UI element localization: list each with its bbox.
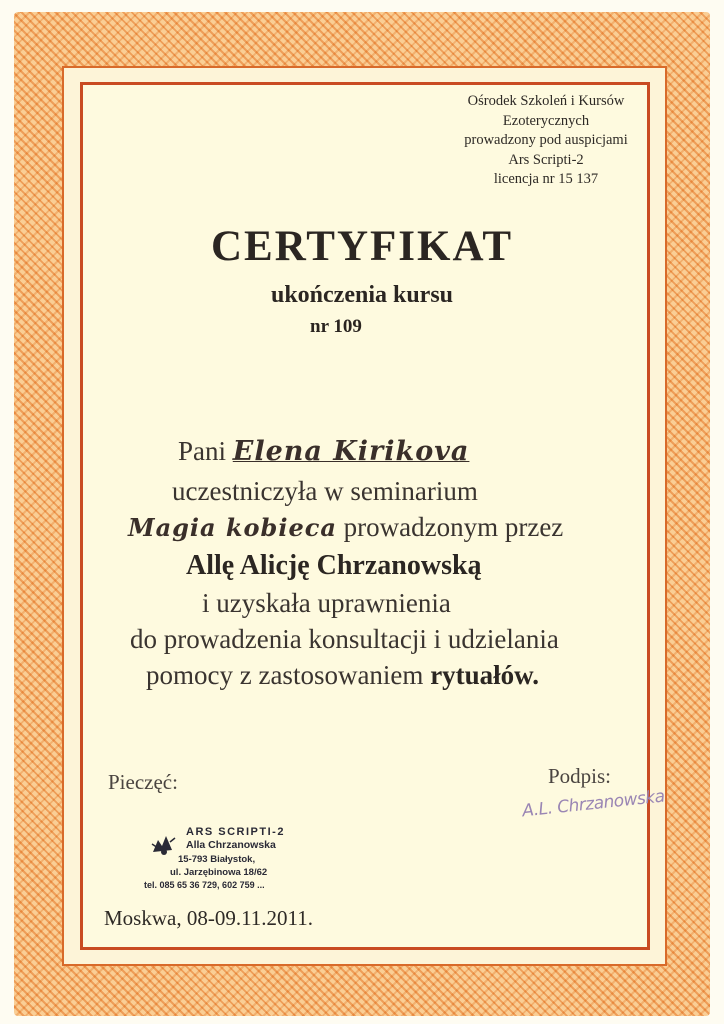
issuer-line-2: Ezoterycznych xyxy=(502,112,590,129)
stamp-line-5: tel. 085 65 36 729, 602 759 ... xyxy=(144,880,265,890)
seminar-name: Magia kobieca xyxy=(128,513,337,542)
course-number: nr 109 xyxy=(310,316,362,337)
issuer-line-1: Ośrodek Szkoleń i Kursów xyxy=(467,93,625,109)
rituals-line xyxy=(146,660,539,691)
issuer-license: licencja nr 15 137 xyxy=(493,171,599,187)
certificate-subtitle: ukończenia kursu xyxy=(270,282,454,308)
signature-label: Podpis: xyxy=(548,764,612,788)
stamp-label: Pieczęć: xyxy=(108,770,178,794)
stamp-logo-icon xyxy=(150,832,176,858)
stamp-line-2: Alla Chrzanowska xyxy=(186,839,276,851)
issuer-line-3: prowadzony pod auspicjami xyxy=(464,132,628,148)
instructor-name: Allę Alicję Chrzanowską xyxy=(186,550,482,581)
issuer-header xyxy=(436,92,656,190)
rituals-word: rytuałów. xyxy=(430,660,539,690)
seminar-line-rest: prowadzonym przez xyxy=(343,512,564,542)
qualification-line: i uzyskała uprawnienia xyxy=(202,588,451,618)
stamp-line-1: ARS SCRIPTI-2 xyxy=(186,826,285,838)
rituals-line-start: pomocy z zastosowaniem xyxy=(146,660,424,690)
recipient-name: Elena Kirikova xyxy=(232,436,470,467)
place-and-date: Moskwa, 08-09.11.2011. xyxy=(104,906,314,930)
salutation: Pani xyxy=(178,436,227,466)
organization-stamp xyxy=(144,826,325,892)
scope-line: do prowadzenia konsultacji i udzielania xyxy=(130,624,559,654)
seminar-line xyxy=(128,512,563,543)
participation-line: uczestniczyła w seminarium xyxy=(172,476,478,506)
handwritten-signature: A.L. Chrzanowska xyxy=(521,786,666,822)
issuer-line-4: Ars Scripti-2 xyxy=(508,151,584,168)
stamp-line-3: 15-793 Białystok, xyxy=(178,854,256,865)
recipient-line xyxy=(178,436,469,467)
stamp-line-4: ul. Jarzębinowa 18/62 xyxy=(170,867,268,878)
certificate-title: CERTYFIKAT xyxy=(211,223,513,270)
